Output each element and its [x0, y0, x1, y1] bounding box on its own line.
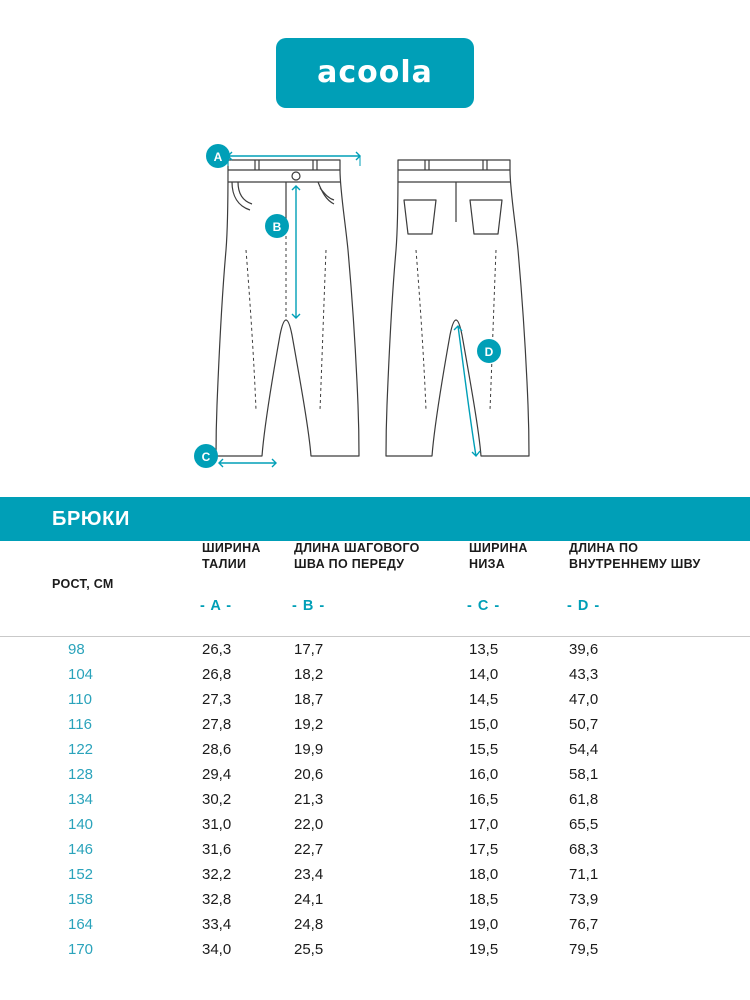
cell-b: 17,7	[294, 641, 324, 658]
cell-height: 116	[68, 716, 92, 733]
cell-d: 58,1	[569, 766, 599, 783]
cell-c: 15,5	[469, 741, 499, 758]
cell-a: 32,2	[202, 866, 232, 883]
cell-height: 152	[68, 866, 94, 883]
column-header-inseam	[567, 541, 750, 598]
cell-b: 19,9	[294, 741, 324, 758]
table-header-row	[0, 541, 750, 598]
cell-c: 17,5	[469, 841, 499, 858]
cell-height: 140	[68, 816, 94, 833]
cell-d: 50,7	[569, 716, 599, 733]
table-row	[0, 787, 750, 812]
column-header-height-line1: РОСТ, СМ	[52, 577, 114, 592]
cell-a: 27,8	[202, 716, 232, 733]
cell-height: 134	[68, 791, 94, 808]
cell-height: 170	[68, 941, 94, 958]
table-body	[0, 637, 750, 963]
cell-a: 27,3	[202, 691, 232, 708]
letter-cell-empty	[0, 598, 200, 637]
cell-c: 14,5	[469, 691, 499, 708]
cell-b: 22,0	[294, 816, 324, 833]
svg-text:D: D	[484, 345, 494, 359]
table-letter-row	[0, 598, 750, 637]
cell-b: 20,6	[294, 766, 324, 783]
cell-d: 76,7	[569, 916, 599, 933]
cell-c: 18,5	[469, 891, 499, 908]
size-table-section	[0, 497, 750, 962]
column-header-leg-opening-line1: ШИРИНА	[469, 541, 528, 555]
trousers-measurement-diagram	[0, 130, 750, 495]
column-header-inseam-line2: ВНУТРЕННЕМУ ШВУ	[569, 556, 701, 571]
cell-a: 30,2	[202, 791, 232, 808]
table-row	[0, 937, 750, 962]
table-row	[0, 837, 750, 862]
cell-b: 22,7	[294, 841, 324, 858]
cell-a: 29,4	[202, 766, 232, 783]
column-header-leg-opening-line2: НИЗА	[469, 556, 506, 571]
letter-cell-a: - A -	[200, 598, 233, 614]
cell-height: 104	[68, 666, 94, 683]
cell-b: 19,2	[294, 716, 324, 733]
cell-b: 24,8	[294, 916, 324, 933]
cell-a: 31,0	[202, 816, 232, 833]
column-header-front-rise-line1: ДЛИНА ШАГОВОГО	[294, 541, 420, 555]
brand-logo	[0, 38, 750, 108]
column-header-waist-width-line1: ШИРИНА	[202, 541, 261, 555]
cell-d: 68,3	[569, 841, 599, 858]
cell-d: 71,1	[569, 866, 599, 883]
column-header-waist-width-line2: ТАЛИИ	[202, 556, 247, 571]
cell-c: 16,0	[469, 766, 499, 783]
size-table	[0, 541, 750, 962]
table-row	[0, 762, 750, 787]
svg-text:C: C	[201, 450, 211, 464]
column-header-front-rise	[292, 541, 467, 598]
cell-c: 19,5	[469, 941, 499, 958]
logo-text: acoola	[317, 55, 433, 90]
cell-c: 19,0	[469, 916, 499, 933]
column-header-height	[0, 541, 200, 598]
cell-height: 122	[68, 741, 94, 758]
letter-cell-c: - C -	[467, 598, 501, 614]
cell-c: 15,0	[469, 716, 499, 733]
cell-b: 24,1	[294, 891, 324, 908]
cell-height: 128	[68, 766, 94, 783]
svg-text:A: A	[213, 150, 223, 164]
table-title-bar	[0, 497, 750, 541]
table-row	[0, 712, 750, 737]
cell-d: 79,5	[569, 941, 599, 958]
cell-a: 28,6	[202, 741, 232, 758]
table-row	[0, 862, 750, 887]
table-row	[0, 912, 750, 937]
cell-a: 32,8	[202, 891, 232, 908]
table-row	[0, 737, 750, 762]
column-header-inseam-line1: ДЛИНА ПО	[569, 541, 639, 555]
cell-a: 34,0	[202, 941, 232, 958]
cell-height: 158	[68, 891, 94, 908]
cell-a: 26,3	[202, 641, 232, 658]
svg-text:B: B	[272, 220, 282, 234]
cell-height: 164	[68, 916, 94, 933]
cell-c: 14,0	[469, 666, 499, 683]
column-header-leg-opening	[467, 541, 567, 598]
cell-c: 17,0	[469, 816, 499, 833]
column-header-front-rise-line2: ШВА ПО ПЕРЕДУ	[294, 556, 405, 571]
letter-cell-b: - B -	[292, 598, 326, 614]
cell-b: 23,4	[294, 866, 324, 883]
cell-b: 18,2	[294, 666, 324, 683]
logo-box	[276, 38, 474, 108]
cell-d: 61,8	[569, 791, 599, 808]
page-title: БРЮКИ	[52, 507, 130, 530]
table-row	[0, 812, 750, 837]
cell-b: 25,5	[294, 941, 324, 958]
cell-a: 26,8	[202, 666, 232, 683]
cell-a: 31,6	[202, 841, 232, 858]
cell-d: 47,0	[569, 691, 599, 708]
cell-d: 54,4	[569, 741, 599, 758]
cell-height: 110	[68, 691, 92, 708]
cell-d: 65,5	[569, 816, 599, 833]
table-row	[0, 637, 750, 663]
table-row	[0, 687, 750, 712]
cell-d: 73,9	[569, 891, 599, 908]
cell-d: 43,3	[569, 666, 599, 683]
cell-a: 33,4	[202, 916, 232, 933]
cell-height: 146	[68, 841, 94, 858]
table-row	[0, 662, 750, 687]
cell-height: 98	[68, 641, 85, 658]
cell-c: 18,0	[469, 866, 499, 883]
cell-c: 13,5	[469, 641, 499, 658]
cell-b: 21,3	[294, 791, 324, 808]
cell-d: 39,6	[569, 641, 599, 658]
column-header-waist-width	[200, 541, 292, 598]
table-row	[0, 887, 750, 912]
cell-b: 18,7	[294, 691, 324, 708]
letter-cell-d: - D -	[567, 598, 601, 614]
cell-c: 16,5	[469, 791, 499, 808]
